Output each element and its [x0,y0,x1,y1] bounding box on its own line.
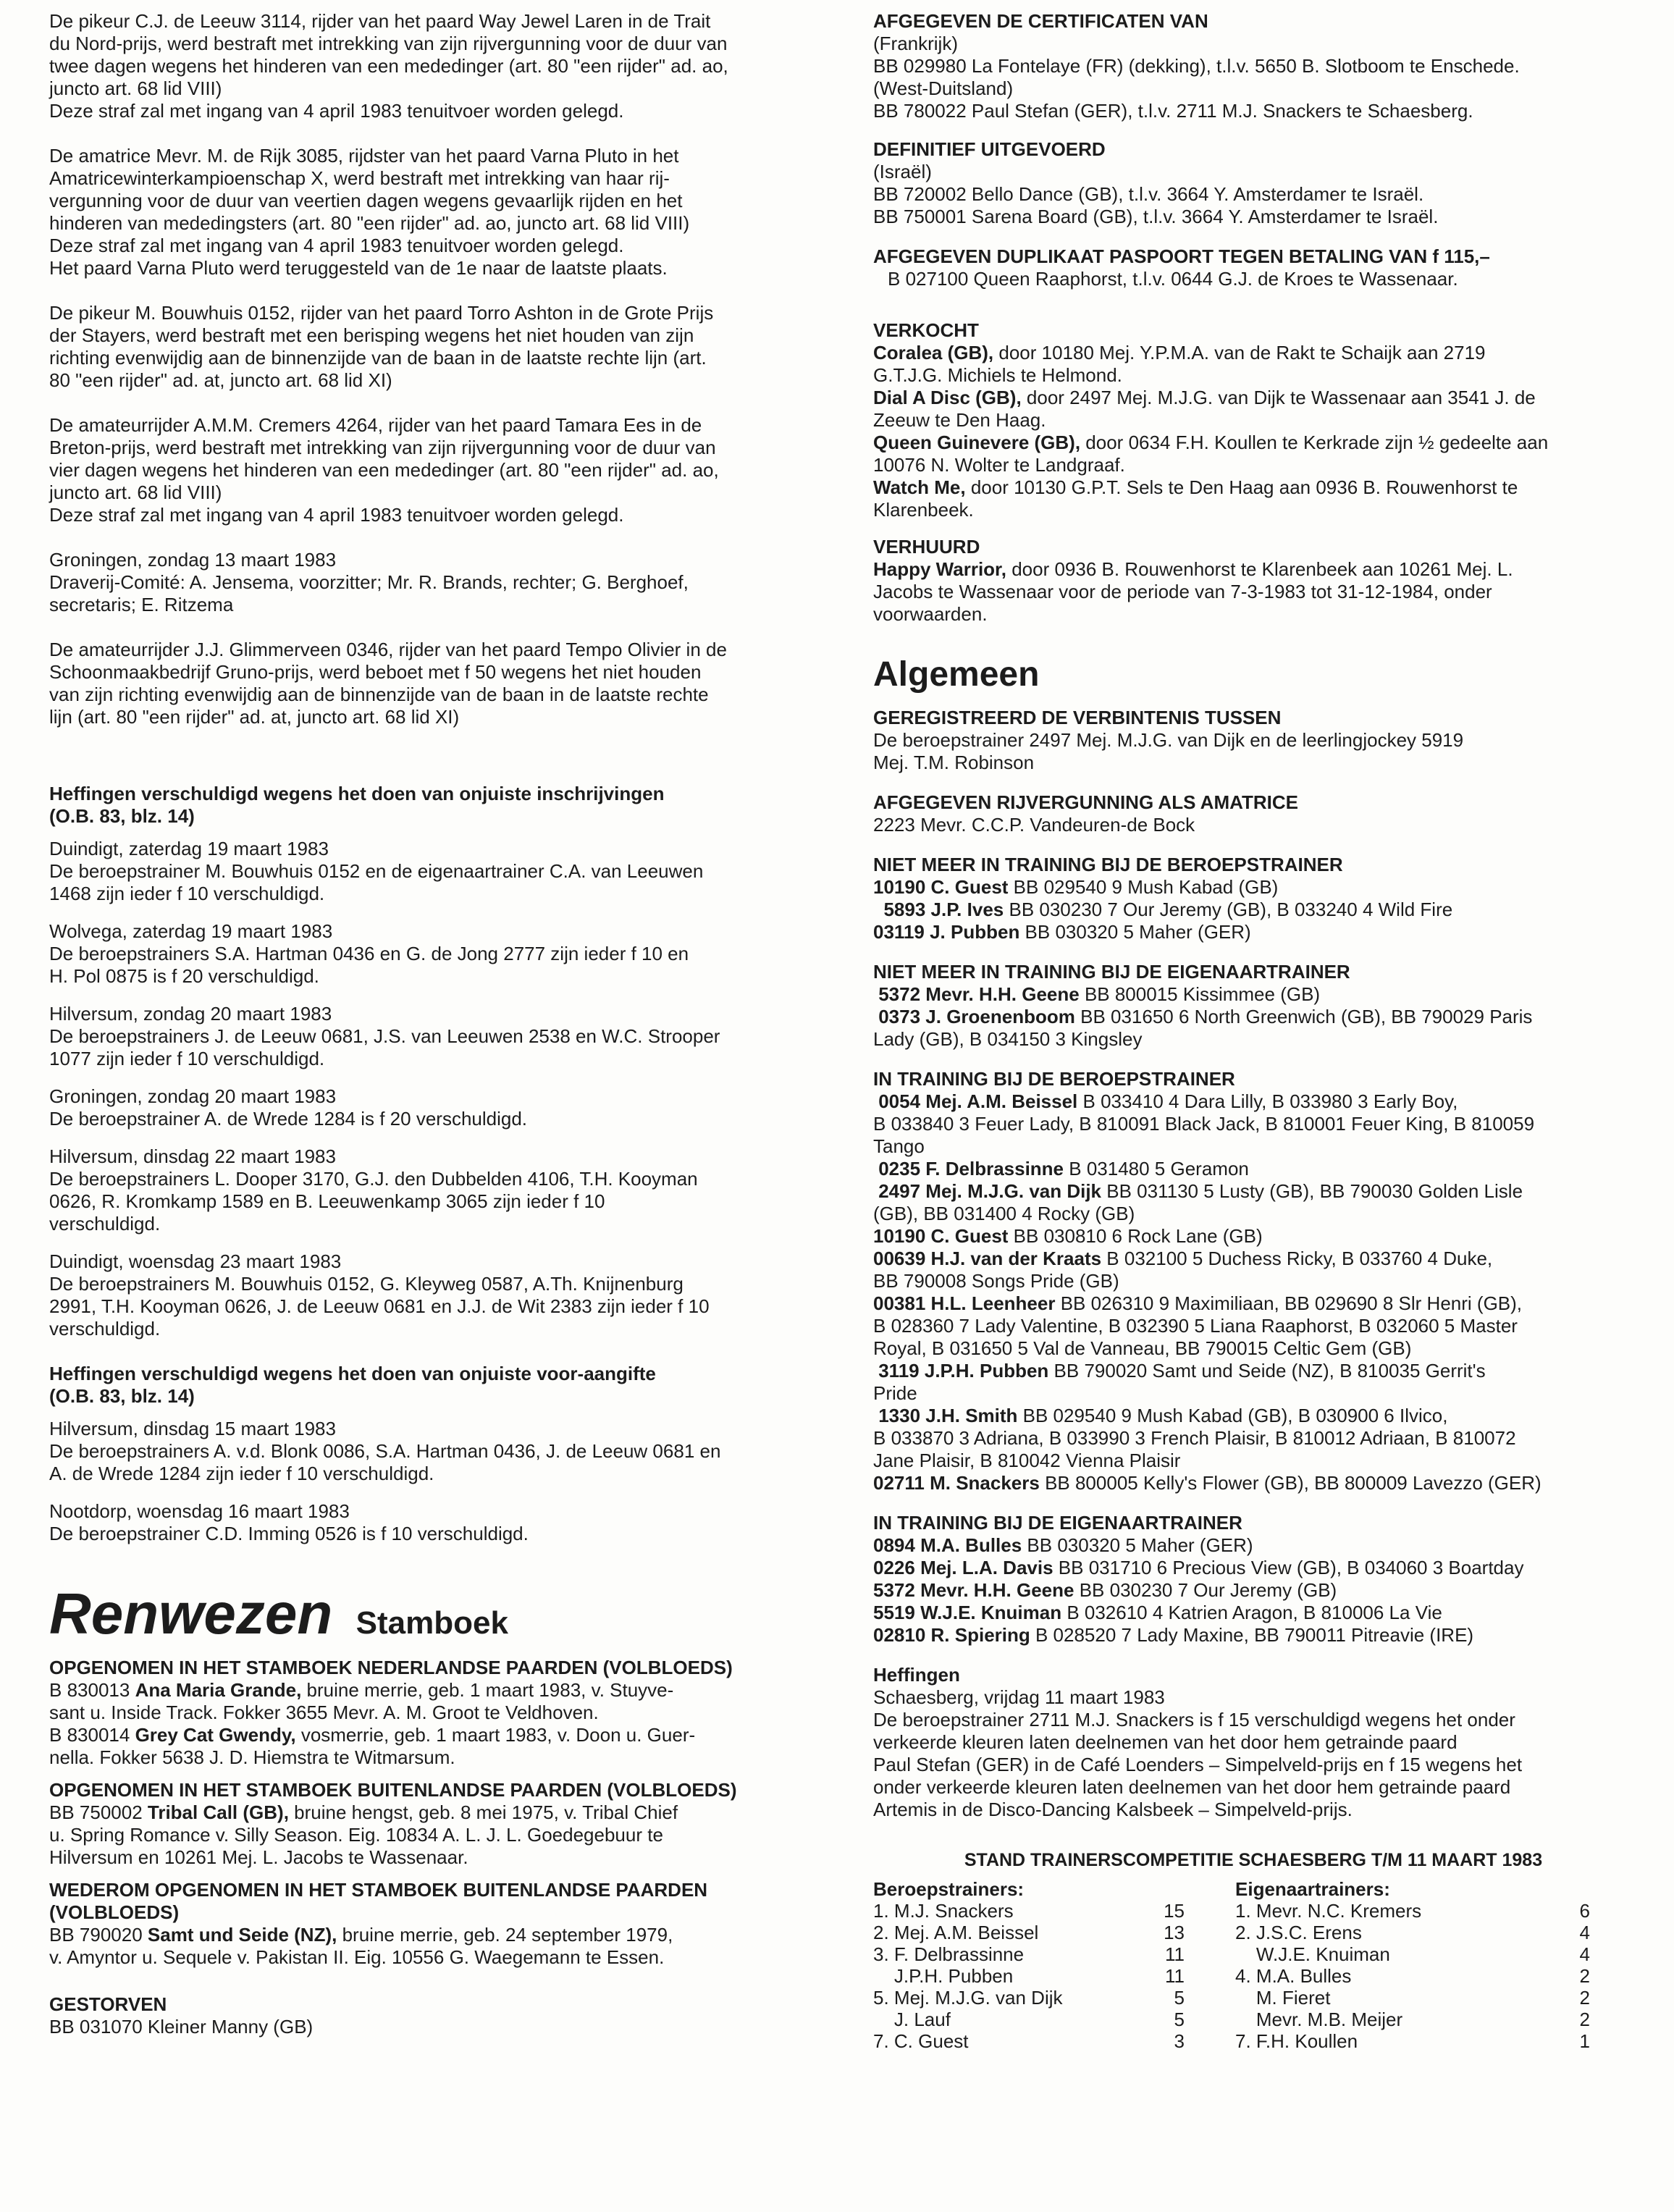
heading-verhuurd: VERHUURD [873,536,980,558]
entry-text: door 0634 F.H. Koullen te Kerkrade zijn ½ gedeelte aan [1080,432,1549,453]
beroeps-score: 11 [1165,1943,1185,1965]
entry-text: BB 031650 6 North Greenwich (GB), BB 790029 Paris [1074,1006,1533,1027]
beroeps-score: 13 [1164,1922,1185,1943]
entry-text: vosmerrie, geb. 1 maart 1983, v. Doon u. Guer- [295,1724,696,1746]
competition-row [873,2009,1590,2030]
heading-rijvergunning-amatrice: AFGEGEVEN RIJVERGUNNING ALS AMATRICE [873,791,1298,813]
entry-line [873,364,1633,387]
entry-name: 5893 J.P. Ives [873,899,1004,920]
entry-line [873,921,1633,943]
heading-duplikaat-paspoort: AFGEGEVEN DUPLIKAAT PASPOORT TEGEN BETALING VAN f 115,– [873,245,1490,267]
competition-row [873,2030,1590,2052]
entry-text: B 033840 3 Feuer Lady, B 810091 Black Jack, B 810001 Feuer King, B 810059 [873,1113,1535,1135]
entry-line [873,603,1633,626]
competition-header-row [873,1878,1590,1900]
entry-name: Samt und Seide (NZ), [147,1924,337,1946]
entry-line [49,1946,825,1969]
beroeps-score: 3 [1174,2030,1185,2052]
entry-name: 0054 Mej. A.M. Beissel [873,1090,1078,1112]
entry-text: B 031480 5 Geramon [1064,1158,1249,1179]
entry-name: 5519 W.J.E. Knuiman [873,1602,1062,1623]
entry-text: BB 030810 6 Rock Lane (GB) [1008,1225,1263,1247]
eigenaar-trainer-name: 1. Mevr. N.C. Kremers [1235,1900,1422,1922]
entry-text: B 033870 3 Adriana, B 033990 3 French Plaisir, B 810012 Adriaan, B 810072 [873,1427,1516,1449]
competition-head-beroeps: Beroepstrainers: [873,1878,1025,1900]
eigenaar-score: 2 [1579,1965,1590,1987]
heading-stamboek-nederlandse: OPGENOMEN IN HET STAMBOEK NEDERLANDSE PAARDEN (VOLBLOEDS) [49,1657,733,1678]
entry-line [873,387,1633,409]
entry-text: Hilversum en 10261 Mej. L. Jacobs te Wassenaar. [49,1846,468,1868]
entry-line [873,476,1633,499]
entry-text: v. Amyntor u. Sequele v. Pakistan II. Eig. 10556 G. Waegemann te Essen. [49,1946,665,1968]
eigenaar-score: 4 [1579,1943,1590,1965]
paragraph-groningen-20: Groningen, zondag 20 maart 1983 De beroepstrainer A. de Wrede 1284 is f 20 verschuldigd. [49,1085,528,1130]
entry-line [49,1801,825,1824]
title-algemeen: Algemeen [873,655,1040,694]
niet-meer-eigenaar-entries [873,983,1633,1051]
entry-text: BB 790008 Songs Pride (GB) [873,1270,1119,1292]
entry-line [873,1180,1633,1203]
entry-line [49,1846,825,1869]
entry-text: B 033410 4 Dara Lilly, B 033980 3 Early Boy, [1077,1090,1458,1112]
in-training-eigenaar-entries [873,1534,1633,1647]
entry-text: door 0936 B. Rouwenhorst te Klarenbeek aan 10261 Mej. L. [1006,558,1513,580]
entry-text: BB 800005 Kelly's Flower (GB), BB 800009 Lavezzo (GER) [1039,1472,1541,1494]
entry-text: door 2497 Mej. M.J.G. van Dijk te Wassenaar aan 3541 J. de [1021,387,1536,408]
entry-line [49,1824,825,1846]
beroeps-trainer-name: 2. Mej. A.M. Beissel [873,1922,1039,1943]
paragraph-nootdorp-16: Nootdorp, woensdag 16 maart 1983 De beroepstrainer C.D. Imming 0526 is f 10 verschuldigd. [49,1500,529,1544]
entry-text: 10076 N. Wolter te Landgraaf. [873,454,1125,476]
entry-name: Queen Guinevere (GB), [873,432,1081,453]
stamboek-buitenlandse-entries [49,1801,825,1869]
entry-text: sant u. Inside Track. Fokker 3655 Mevr. A. M. Groot te Veldhoven. [49,1702,599,1723]
entry-text: BB 026310 9 Maximiliaan, BB 029690 8 Slr Henri (GB), [1055,1292,1523,1314]
entry-name: Tribal Call (GB), [147,1801,289,1823]
entry-name: 3119 J.P.H. Pubben [873,1360,1049,1382]
entry-name: 10190 C. Guest [873,1225,1009,1247]
entry-line [873,1113,1633,1135]
beroeps-trainer-name: 3. F. Delbrassinne [873,1943,1025,1965]
column-gap [1185,1987,1235,2009]
in-training-beroeps-entries [873,1090,1633,1494]
certificaten-text: (Frankrijk) BB 029980 La Fontelaye (FR) (dekking), t.l.v. 5650 B. Slotboom te Enschede. (West-Duitsland) BB 780022 Paul Stefan (GER), t.l.v. 2711 M.J. Snackers te Schaesberg. [873,33,1520,122]
entry-line [49,1679,825,1702]
entry-text: BB 750002 [49,1801,148,1823]
entry-text: door 10130 G.P.T. Sels te Den Haag aan 0936 B. Rouwenhorst te [965,476,1518,498]
entry-line [873,1135,1633,1158]
entry-text: nella. Fokker 5638 J. D. Hiemstra te Witmarsum. [49,1746,455,1768]
heading-verkocht: VERKOCHT [873,319,979,341]
entry-line [873,876,1633,899]
entry-line [873,499,1633,521]
entry-name: 00381 H.L. Leenheer [873,1292,1056,1314]
heading-in-training-beroeps: IN TRAINING BIJ DE BEROEPSTRAINER [873,1068,1235,1090]
entry-name: 02810 R. Spiering [873,1624,1030,1646]
competition-head-eigenaar: Eigenaartrainers: [1235,1878,1390,1900]
section-title-row [49,1581,825,1647]
entry-name: 0235 F. Delbrassinne [873,1158,1064,1179]
column-gap [1185,1922,1235,1943]
entry-text: Jacobs te Wassenaar voor de periode van 7-3-1983 tot 31-12-1984, onder [873,581,1492,602]
entry-text: Jane Plaisir, B 810042 Vienna Plaisir [873,1450,1181,1471]
entry-line [873,1248,1633,1270]
paragraph-de-rijk: De amatrice Mevr. M. de Rijk 3085, rijdster van het paard Varna Pluto in het Amatricewinterkampioenschap X, werd bestraft met intrekking van haar rij- vergunning voor de duur van veertien dagen wegens gevaarlijk rijden en het hinderen van mededingsters (art. 80 "een rijder" ad. ao, juncto art. 68 lid VIII) Deze straf zal met ingang van 4 april 1983 tenuitvoer worden gelegd. Het paard Varna Pluto werd teruggesteld van de 1e naar de laatste plaats. [49,145,690,279]
entry-name: 0226 Mej. L.A. Davis [873,1557,1053,1578]
entry-line [873,899,1633,921]
entry-line [873,409,1633,432]
entry-line [873,1337,1633,1360]
heading-gestorven: GESTORVEN [49,1993,167,2015]
right-column [873,10,1633,2052]
entry-line [873,1028,1633,1051]
entry-line [873,558,1633,581]
entry-line [873,454,1633,476]
entry-name: 02711 M. Snackers [873,1472,1040,1494]
entry-line [873,1427,1633,1450]
left-column [49,10,825,2038]
eigenaar-score: 1 [1579,2030,1590,2052]
entry-line [49,1724,825,1746]
beroeps-trainer-name: 1. M.J. Snackers [873,1900,1014,1922]
entry-line [873,1579,1633,1602]
paragraph-duindigt-23: Duindigt, woensdag 23 maart 1983 De beroepstrainers M. Bouwhuis 0152, G. Kleyweg 0587, A.Th. Knijnenburg 2991, T.H. Kooyman 0626, J. de Leeuw 0681 en J.J. de Wit 2383 zijn ieder f 10 verschuldigd. [49,1250,710,1340]
entry-line [873,1534,1633,1557]
gestorven-entry: BB 031070 Kleiner Manny (GB) [49,2016,314,2038]
heading-verbintenis: GEREGISTREERD DE VERBINTENIS TUSSEN [873,707,1282,728]
entry-text: (GB), BB 031400 4 Rocky (GB) [873,1203,1135,1224]
entry-line [873,1203,1633,1225]
eigenaar-score: 2 [1579,1987,1590,2009]
entry-text: Zeeuw te Den Haag. [873,409,1046,431]
entry-text: BB 029540 9 Mush Kabad (GB), B 030900 6 Ilvico, [1017,1405,1448,1426]
entry-line [873,1158,1633,1180]
entry-line [49,1924,825,1946]
eigenaar-score: 6 [1579,1900,1590,1922]
paragraph-bouwhuis: De pikeur M. Bouwhuis 0152, rijder van het paard Torro Ashton in de Grote Prijs der Stayers, werd bestraft met een berisping wegens het niet houden van zijn richting evenwijdig aan de binnenzijde van de baan in de laatste rechte lijn (art. 80 "een rijder" ad. at, juncto art. 68 lid XI) [49,302,714,391]
competition-table [873,1878,1590,2052]
entry-name: Grey Cat Gwendy, [135,1724,296,1746]
column-gap [1185,1943,1235,1965]
paragraph-hilversum-20: Hilversum, zondag 20 maart 1983 De beroepstrainers J. de Leeuw 0681, J.S. van Leeuwen 2538 en W.C. Strooper 1077 zijn ieder f 10 verschuldigd. [49,1003,720,1069]
column-gap [1185,2030,1235,2052]
heading-heffingen-schaesberg: Heffingen [873,1664,960,1686]
entry-name: Watch Me, [873,476,966,498]
entry-name: 10190 C. Guest [873,876,1009,898]
entry-line [873,1292,1633,1315]
competition-row [873,1965,1590,1987]
entry-line [873,1225,1633,1248]
entry-text: bruine merrie, geb. 24 september 1979, [337,1924,673,1946]
entry-line [49,1746,825,1769]
title-renwezen: Renwezen [49,1581,333,1646]
verhuurd-entries [873,558,1633,626]
beroeps-score: 5 [1174,2009,1185,2030]
beroeps-trainer-name: 7. C. Guest [873,2030,969,2052]
competition-row [873,1900,1590,1922]
entry-text: BB 030230 7 Our Jeremy (GB) [1074,1579,1337,1601]
eigenaar-trainer-name: 7. F.H. Koullen [1235,2030,1358,2052]
entry-text: B 032610 4 Katrien Aragon, B 810006 La Vie [1061,1602,1442,1623]
heffingen-schaesberg-text: Schaesberg, vrijdag 11 maart 1983 De beroepstrainer 2711 M.J. Snackers is f 15 verschuldigd wegens het onder verkeerde kleuren laten deelnemen van het door hem getrainde paard Paul Stefan (GER) in de Café Loenders – Simpelveld-prijs en f 15 wegens het onder verkeerde kleuren laten deelnemen van het door hem getrainde paard Artemis in de Disco-Dancing Kalsbeek – Simpelveld-prijs. [873,1686,1523,1820]
entry-text: BB 800015 Kissimmee (GB) [1079,983,1321,1005]
entry-name: 0373 J. Groenenboom [873,1006,1075,1027]
beroeps-trainer-name: J.P.H. Pubben [873,1965,1014,1987]
entry-text: BB 029540 9 Mush Kabad (GB) [1008,876,1279,898]
entry-line [873,1557,1633,1579]
entry-text: bruine hengst, geb. 8 mei 1975, v. Tribal Chief [288,1801,678,1823]
entry-text: Pride [873,1382,917,1404]
competition-row [873,1922,1590,1943]
verbintenis-text: De beroepstrainer 2497 Mej. M.J.G. van Dijk en de leerlingjockey 5919 Mej. T.M. Robinson [873,729,1464,773]
entry-line [873,1602,1633,1624]
eigenaar-trainer-name: 4. M.A. Bulles [1235,1965,1352,1987]
paragraph-hilversum-22: Hilversum, dinsdag 22 maart 1983 De beroepstrainers L. Dooper 3170, G.J. den Dubbelden 4106, T.H. Kooyman 0626, R. Kromkamp 1589 en B. Leeuwenkamp 3065 zijn ieder f 10 verschuldigd. [49,1145,698,1235]
entry-name: 0894 M.A. Bulles [873,1534,1022,1556]
entry-line [873,1315,1633,1337]
heading-heffingen-voor-aangifte: Heffingen verschuldigd wegens het doen van onjuiste voor-aangifte (O.B. 83, blz. 14) [49,1363,656,1407]
entry-line [873,581,1633,603]
beroeps-score: 15 [1164,1900,1185,1922]
entry-line [873,1006,1633,1028]
entry-line [873,1382,1633,1405]
beroeps-score: 5 [1174,1987,1185,2009]
entry-line [49,1702,825,1724]
paragraph-hilversum-15: Hilversum, dinsdag 15 maart 1983 De beroepstrainers A. v.d. Blonk 0086, S.A. Hartman 0436, J. de Leeuw 0681 en A. de Wrede 1284 zijn ieder f 10 verschuldigd. [49,1418,721,1484]
entry-line [873,1624,1633,1647]
entry-text: Klarenbeek. [873,499,974,521]
verkocht-entries [873,342,1633,521]
rijvergunning-text: 2223 Mevr. C.C.P. Vandeuren-de Bock [873,814,1195,836]
competition-row [873,1943,1590,1965]
entry-text: door 10180 Mej. Y.P.M.A. van de Rakt te Schaijk aan 2719 [993,342,1486,363]
paragraph-glimmerveen: De amateurrijder J.J. Glimmerveen 0346, rijder van het paard Tempo Olivier in de Schoonmaakbedrijf Gruno-prijs, werd beboet met f 50 wegens het niet houden van zijn richting evenwijdig aan de binnenzijde van de baan in de laatste rechte lijn (art. 80 "een rijder" ad. at, juncto art. 68 lid XI) [49,639,727,728]
competition-title: STAND TRAINERSCOMPETITIE SCHAESBERG T/M 11 MAART 1983 [964,1850,1543,1870]
column-gap [1185,1965,1235,1987]
entry-text: B 830014 [49,1724,135,1746]
entry-text: G.T.J.G. Michiels te Helmond. [873,364,1122,386]
column-gap [1185,1900,1235,1922]
entry-line [873,1090,1633,1113]
wederom-opgenomen-entries [49,1924,825,1969]
heading-niet-meer-beroeps: NIET MEER IN TRAINING BIJ DE BEROEPSTRAINER [873,854,1343,875]
eigenaar-trainer-name: 2. J.S.C. Erens [1235,1922,1362,1943]
stamboek-nederlandse-entries [49,1679,825,1769]
entry-text: B 028520 7 Lady Maxine, BB 790011 Pitreavie (IRE) [1030,1624,1474,1646]
entry-text: Royal, B 031650 5 Val de Vanneau, BB 790015 Celtic Gem (GB) [873,1337,1412,1359]
entry-line [873,1360,1633,1382]
heading-in-training-eigenaar: IN TRAINING BIJ DE EIGENAARTRAINER [873,1512,1242,1534]
eigenaar-score: 2 [1579,2009,1590,2030]
niet-meer-beroeps-entries [873,876,1633,943]
heading-definitief-uitgevoerd: DEFINITIEF UITGEVOERD [873,138,1106,160]
entry-name: 5372 Mevr. H.H. Geene [873,983,1080,1005]
heading-heffingen-inschrijvingen: Heffingen verschuldigd wegens het doen van onjuiste inschrijvingen (O.B. 83, blz. 14) [49,783,665,827]
entry-line [873,342,1633,364]
entry-text: bruine merrie, geb. 1 maart 1983, v. Stuyve- [301,1679,674,1701]
eigenaar-trainer-name: Mevr. M.B. Meijer [1235,2009,1403,2030]
heading-niet-meer-eigenaar: NIET MEER IN TRAINING BIJ DE EIGENAARTRAINER [873,961,1350,983]
title-stamboek: Stamboek [356,1605,508,1641]
paragraph-wolvega-19: Wolvega, zaterdag 19 maart 1983 De beroepstrainers S.A. Hartman 0436 en G. de Jong 2777 zijn ieder f 10 en H. Pol 0875 is f 20 verschuldigd. [49,920,689,987]
entry-text: B 830013 [49,1679,135,1701]
entry-text: BB 031130 5 Lusty (GB), BB 790030 Golden Lisle [1101,1180,1523,1202]
entry-line [873,432,1633,454]
competition-table-body [873,1878,1590,2052]
entry-name: Happy Warrior, [873,558,1006,580]
entry-text: BB 790020 [49,1924,148,1946]
beroeps-score: 11 [1165,1965,1185,1987]
entry-text: u. Spring Romance v. Silly Season. Eig. 10834 A. L. J. L. Goedegebuur te [49,1824,663,1846]
heading-wederom-opgenomen: WEDEROM OPGENOMEN IN HET STAMBOEK BUITENLANDSE PAARDEN (VOLBLOEDS) [49,1879,708,1923]
beroeps-trainer-name: J. Lauf [873,2009,951,2030]
entry-name: 2497 Mej. M.J.G. van Dijk [873,1180,1102,1202]
entry-text: Tango [873,1135,925,1157]
entry-line [873,1270,1633,1292]
eigenaar-trainer-name: W.J.E. Knuiman [1235,1943,1390,1965]
entry-text: voorwaarden. [873,603,988,625]
entry-name: Ana Maria Grande, [135,1679,302,1701]
paragraph-groningen: Groningen, zondag 13 maart 1983 Draverij-Comité: A. Jensema, voorzitter; Mr. R. Brands, rechter; G. Berghoef, secretaris; E. Ritzema [49,549,689,615]
definitief-text: (Israël) BB 720002 Bello Dance (GB), t.l.v. 3664 Y. Amsterdamer te Israël. BB 750001 Sarena Board (GB), t.l.v. 3664 Y. Amsterdamer te Israël. [873,161,1439,227]
duplikaat-text: B 027100 Queen Raaphorst, t.l.v. 0644 G.J. de Kroes te Wassenaar. [888,268,1458,290]
entry-line [873,1450,1633,1472]
beroeps-trainer-name: 5. Mej. M.J.G. van Dijk [873,1987,1063,2009]
entry-name: Coralea (GB), [873,342,994,363]
entry-name: 1330 J.H. Smith [873,1405,1018,1426]
column-gap [1185,2009,1235,2030]
competition-row [873,1987,1590,2009]
entry-line [873,983,1633,1006]
entry-text: BB 030320 5 Maher (GER) [1019,921,1251,943]
entry-text: BB 030320 5 Maher (GER) [1022,1534,1253,1556]
entry-name: 5372 Mevr. H.H. Geene [873,1579,1074,1601]
eigenaar-score: 4 [1579,1922,1590,1943]
entry-text: BB 030230 7 Our Jeremy (GB), B 033240 4 Wild Fire [1004,899,1453,920]
entry-line [873,1405,1633,1427]
entry-text: BB 031710 6 Precious View (GB), B 034060 3 Boartday [1053,1557,1524,1578]
entry-text: BB 790020 Samt und Seide (NZ), B 810035 Gerrit's [1048,1360,1486,1382]
eigenaar-trainer-name: M. Fieret [1235,1987,1331,2009]
entry-text: B 028360 7 Lady Valentine, B 032390 5 Liana Raaphorst, B 032060 5 Master [873,1315,1518,1337]
paragraph-cremers: De amateurrijder A.M.M. Cremers 4264, rijder van het paard Tamara Ees in de Breton-prijs, werd bestraft met intrekking van zijn rijvergunning voor de duur van vier dagen wegens het hinderen van een mededinger (art. 80 "een rijder" ad. ao, juncto art. 68 lid VIII) Deze straf zal met ingang van 4 april 1983 tenuitvoer worden gelegd. [49,414,719,526]
heading-stamboek-buitenlandse: OPGENOMEN IN HET STAMBOEK BUITENLANDSE PAARDEN (VOLBLOEDS) [49,1779,737,1801]
heading-certificaten: AFGEGEVEN DE CERTIFICATEN VAN [873,10,1208,32]
entry-name: 03119 J. Pubben [873,921,1020,943]
entry-text: B 032100 5 Duchess Ricky, B 033760 4 Duke, [1101,1248,1493,1269]
paragraph-duindigt-19: Duindigt, zaterdag 19 maart 1983 De beroepstrainer M. Bouwhuis 0152 en de eigenaartrainer C.A. van Leeuwen 1468 zijn ieder f 10 verschuldigd. [49,838,704,904]
entry-name: 00639 H.J. van der Kraats [873,1248,1102,1269]
paragraph-de-leeuw: De pikeur C.J. de Leeuw 3114, rijder van het paard Way Jewel Laren in de Trait du Nord-prijs, werd bestraft met intrekking van zijn rijvergunning voor de duur van twee dagen wegens het hinderen van een mededinger (art. 80 "een rijder" ad. ao, juncto art. 68 lid VIII) Deze straf zal met ingang van 4 april 1983 tenuitvoer worden gelegd. [49,10,728,122]
entry-text: Lady (GB), B 034150 3 Kingsley [873,1028,1143,1050]
entry-line [873,1472,1633,1494]
entry-name: Dial A Disc (GB), [873,387,1022,408]
